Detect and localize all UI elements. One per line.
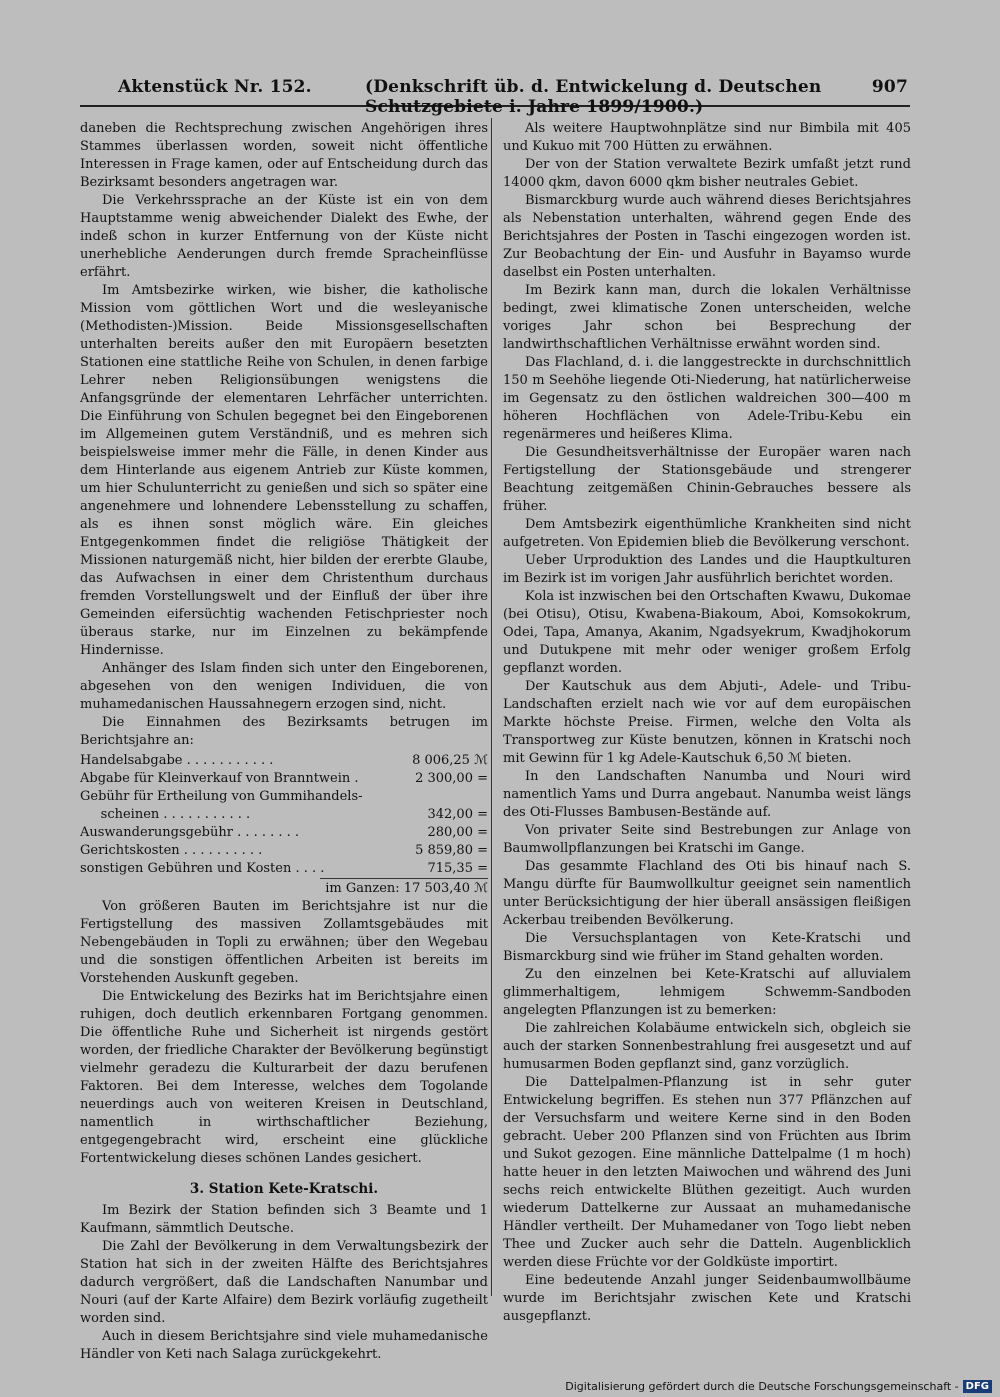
section-heading: 3. Station Kete-Kratschi. (189, 1181, 379, 1197)
paragraph: Als weitere Hauptwohnplätze sind nur Bimbila mit 405 und Kukuo mit 700 Hütten zu erwähnen. (503, 121, 911, 154)
paragraph: Im Amtsbezirke wirken, wie bisher, die katholische Mission vom göttlichen Wort und die wesleyanische (Methodisten-)Mission. Beide Missionsgesellschaften unterhalten bereits außer den mit Europäern besetzten Stationen eine stattliche Reihe von Schulen, in denen farbige Lehrer neben Religionsübungen wenigstens die Anfangsgründe der elementaren Lehrfächer unterrichten. Die Einführung von Schulen begegnet bei den Eingeborenen im Allgemeinen gutem Verständniß, und es mehren sich beispielsweise immer mehr die Fälle, in denen Kinder aus dem Hinterlande aus eigenem Antrieb zur Küste kommen, um hier Schulunterricht zu genießen und sich so später eine angenehmere und lohnendere Lebensstellung zu schaffen, als es ihnen sonst möglich wäre. Ein gleiches Entgegenkommen findet die religiöse Thätigkeit der Missionen naturgemäß nicht, hier bilden der ererbte Glaube, das Aufwachsen in einer dem Christenthum durchaus fremden Vorstellungswelt und der Einfluß der über ihre Gemeinden eifersüchtig wachenden Fetischpriester noch überaus starke, nur im Einzelnen zu bekämpfende Hindernisse. (80, 283, 488, 658)
paragraph: daneben die Rechtsprechung zwischen Angehörigen ihres Stammes überlassen worden, soweit nicht öffentliche Interessen in Frage kamen, oder auf Entscheidung durch das Bezirksamt besonders angetragen war. (80, 121, 488, 190)
revenue-label: scheinen . . . . . . . . . . . (80, 807, 251, 822)
paragraph: Der von der Station verwaltete Bezirk umfaßt jetzt rund 14000 qkm, davon 6000 qkm bisher neutrales Gebiet. (503, 157, 911, 190)
paragraph: Die Versuchsplantagen von Kete-Kratschi und Bismarckburg sind wie früher im Stand gehalten worden. (503, 931, 911, 964)
paragraph: In den Landschaften Nanumba und Nouri wird namentlich Yams und Durra angebaut. Nanumba weist längs des Oti-Flusses Bambusen-Bestände auf. (503, 769, 911, 820)
paragraph: Bismarckburg wurde auch während dieses Berichtsjahres als Nebenstation unterhalten, während gegen Ende des Berichtsjahres der Posten in Taschi eingezogen worden ist. Zur Beobachtung der Ein- und Ausfuhr in Bayamso wurde daselbst ein Posten unterhalten. (503, 193, 911, 280)
funding-note: Digitalisierung gefördert durch die Deutsche Forschungsgemeinschaft - (565, 1379, 959, 1393)
paragraph: Die zahlreichen Kolabäume entwickeln sich, obgleich sie auch der starken Sonnenbestrahlung frei ausgesetzt und auf humusarmen Boden gepflanzt sind, ganz vorzüglich. (503, 1021, 911, 1072)
revenue-label: Gerichtskosten . . . . . . . . . . (80, 843, 263, 858)
paragraph: Auch in diesem Berichtsjahre sind viele muhamedanische Händler von Keti nach Salaga zurückgekehrt. (80, 1329, 488, 1362)
revenue-row (80, 842, 488, 860)
document-reference: Aktenstück Nr. 152. (118, 77, 312, 97)
left-column (80, 120, 488, 1364)
paragraph: Dem Amtsbezirk eigenthümliche Krankheiten sind nicht aufgetreten. Von Epidemien blieb die Bevölkerung verschont. (503, 517, 911, 550)
revenue-amount: 2 300,00 = (415, 771, 488, 786)
paragraph: Der Kautschuk aus dem Abjuti-, Adele- und Tribu-Landschaften erzielt nach wie vor auf dem europäischen Markte höchste Preise. Firmen, welche den Volta als Transportweg zur Küste benutzen, können in Kratschi noch mit Gewinn für 1 kg Adele-Kautschuk 6,50 ℳ bieten. (503, 679, 911, 766)
revenue-amount: 715,35 = (427, 861, 488, 876)
revenue-amount: 342,00 = (427, 807, 488, 822)
revenue-total: im Ganzen: 17 503,40 ℳ (320, 878, 488, 898)
revenue-amount: 5 859,80 = (415, 843, 488, 858)
paragraph: Die Einnahmen des Bezirksamts betrugen im Berichtsjahre an: (80, 715, 488, 748)
paragraph: Kola ist inzwischen bei den Ortschaften Kwawu, Dukomae (bei Otisu), Otisu, Kwabena-Biakoum, Aboi, Komsokokrum, Odei, Tapa, Amanya, Akanim, Ngadsyekrum, Kwadjhokorum und Dutukpene mit mehr oder weniger großem Erfolg gepflanzt worden. (503, 589, 911, 676)
paragraph: Das gesammte Flachland des Oti bis hinauf nach S. Mangu dürfte für Baumwollkultur geeignet sein namentlich unter Berücksichtigung der hier überall ansässigen fleißigen Ackerbau treibenden Bevölkerung. (503, 859, 911, 928)
revenue-label: Gebühr für Ertheilung von Gummihandels- (80, 789, 363, 804)
revenue-row (80, 770, 488, 788)
revenue-label: sonstigen Gebühren und Kosten . . . . (80, 861, 325, 876)
paragraph: Ueber Urproduktion des Landes und die Hauptkulturen im Bezirk ist im vorigen Jahr ausführlich berichtet worden. (503, 553, 911, 586)
paragraph: Die Gesundheitsverhältnisse der Europäer waren nach Fertigstellung der Stationsgebäude und strengerer Beachtung zeitgemäßen Chinin-Gebrauches bessere als früher. (503, 445, 911, 514)
paragraph: Eine bedeutende Anzahl junger Seidenbaumwollbäume wurde im Berichtsjahr zwischen Kete und Kratschi ausgepflanzt. (503, 1273, 911, 1324)
column-divider (491, 118, 492, 1296)
dfg-logo: DFG (963, 1380, 992, 1393)
paragraph: Anhänger des Islam finden sich unter den Eingeborenen, abgesehen von den wenigen Individuen, die von muhamedanischen Haussahnegern erzogen sind, nicht. (80, 661, 488, 712)
revenue-row (80, 860, 488, 878)
revenue-amount (388, 788, 488, 806)
revenue-amount: 280,00 = (427, 825, 488, 840)
revenue-label: Abgabe für Kleinverkauf von Branntwein . (80, 771, 359, 786)
revenue-label: Handelsabgabe . . . . . . . . . . . (80, 753, 274, 768)
paragraph: Die Zahl der Bevölkerung in dem Verwaltungsbezirk der Station hat sich in der zweiten Hälfte des Berichtsjahres dadurch vergrößert, daß die Landschaften Nanumbar und Nouri (auf der Karte Alfaire) dem Bezirk vorläufig zugetheilt worden sind. (80, 1239, 488, 1326)
paragraph: Von größeren Bauten im Berichtsjahre ist nur die Fertigstellung des massiven Zollamtsgebäudes mit Nebengebäuden in Topli zu erwähnen; über den Wegebau und die sonstigen öffentlichen Arbeiten ist bereits im Vorstehenden Auskunft gegeben. (80, 899, 488, 986)
paragraph: Die Dattelpalmen-Pflanzung ist in sehr guter Entwickelung begriffen. Es stehen nun 377 Pflänzchen auf der Versuchsfarm und weitere Kerne sind in den Boden gebracht. Ueber 200 Pflanzen sind von Früchten aus Ibrim und Sukot gezogen. Eine männliche Dattelpalme (1 m hoch) hatte heuer in den letzten Maiwochen und während des Juni sechs reich entwickelte Blüthen gezeitigt. Auch wurden wiederum Dattelkerne zur Aussaat an muhamedanische Händler vertheilt. Der Muhamedaner von Togo liebt neben Thee und Zucker auch sehr die Datteln. Augenblicklich werden diese Früchte vor der Goldküste importirt. (503, 1075, 911, 1270)
revenue-label: Auswanderungsgebühr . . . . . . . . (80, 825, 300, 840)
paragraph: Die Verkehrssprache an der Küste ist ein von dem Hauptstamme wenig abweichender Dialekt des Ewhe, der indeß schon in kurzer Entfernung von der Küste nicht unerhebliche Aenderungen durch fremde Spracheinflüsse erfährt. (80, 193, 488, 280)
revenue-row (80, 806, 488, 824)
revenue-row (80, 752, 488, 770)
right-column (503, 120, 911, 1326)
page-number: 907 (871, 77, 908, 97)
revenue-row (80, 788, 488, 806)
paragraph: Die Entwickelung des Bezirks hat im Berichtsjahre einen ruhigen, doch deutlich erkennbaren Fortgang genommen. Die öffentliche Ruhe und Sicherheit ist nirgends gestört worden, der friedliche Charakter der Bevölkerung begünstigt vielmehr geradezu die Kulturarbeit der dazu berufenen Faktoren. Bei dem Interesse, welches dem Togolande neuerdings auch von weiteren Kreisen in Deutschland, namentlich in wirthschaftlicher Beziehung, entgegengebracht wird, erscheint eine glückliche Fortentwickelung dieses schönen Landes gesichert. (80, 989, 488, 1166)
paragraph: Das Flachland, d. i. die langgestreckte in durchschnittlich 150 m Seehöhe liegende Oti-Niederung, hat natürlicherweise im Gegensatz zu den östlichen waldreichen 300—400 m höheren Hochflächen von Adele-Tribu-Kebu ein regenärmeres und heißeres Klima. (503, 355, 911, 442)
running-title: (Denkschrift üb. d. Entwickelung d. Deutschen Schutzgebiete i. Jahre 1899/1900.) (365, 77, 822, 117)
page-header (80, 75, 910, 117)
paragraph: Im Bezirk der Station befinden sich 3 Beamte und 1 Kaufmann, sämmtlich Deutsche. (80, 1203, 488, 1236)
digitization-footer (565, 1378, 992, 1394)
paragraph: Zu den einzelnen bei Kete-Kratschi auf alluvialem glimmerhaltigem, lehmigem Schwemm-Sandboden angelegten Pflanzungen ist zu bemerken: (503, 967, 911, 1018)
paragraph: Von privater Seite sind Bestrebungen zur Anlage von Baumwollpflanzungen bei Kratschi im Gange. (503, 823, 911, 856)
revenue-table (80, 752, 488, 898)
revenue-row (80, 824, 488, 842)
paragraph: Im Bezirk kann man, durch die lokalen Verhältnisse bedingt, zwei klimatische Zonen unterscheiden, welche voriges Jahr schon bei Besprechung der landwirthschaftlichen Verhältnisse erwähnt worden sind. (503, 283, 911, 352)
revenue-amount: 8 006,25 ℳ (412, 753, 488, 768)
